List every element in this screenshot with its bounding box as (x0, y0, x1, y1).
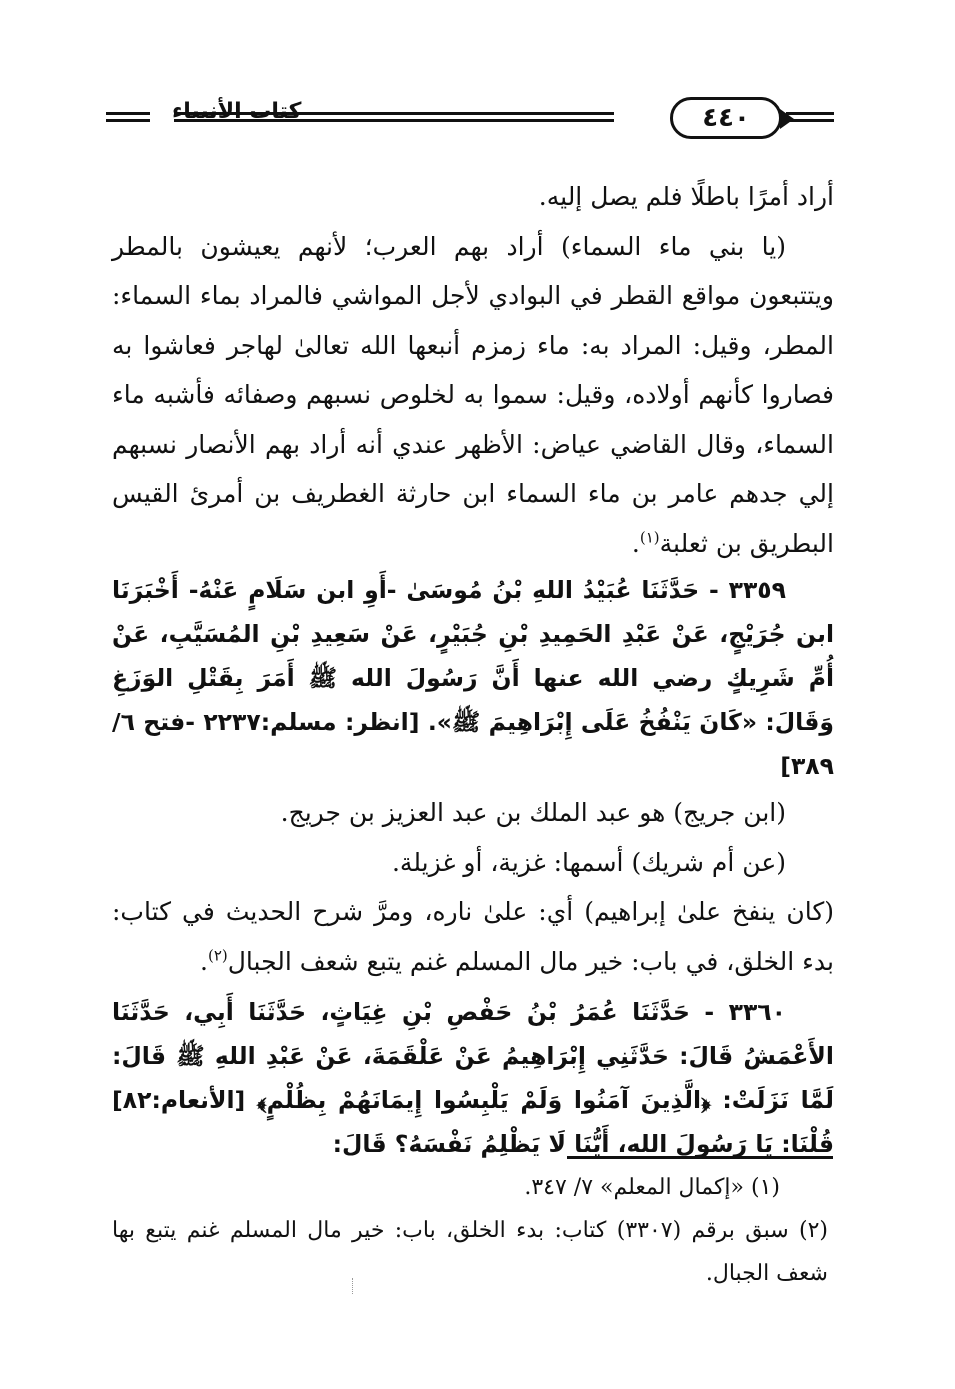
footnote-2: (٢) سبق برقم (٣٣٠٧) كتاب: بدء الخلق، باب: خير مال المسلم غنم يتبع بها شعف الجبال. (112, 1218, 828, 1286)
page-header (110, 95, 834, 151)
hadith-3360: ٣٣٦٠ - حَدَّثَنَا عُمَرُ بْنُ حَفْصِ بْنِ غِيَاثٍ، حَدَّثَنَا أَبِي، حَدَّثَنَا الأَعْمَشُ قَالَ: حَدَّثَنِي إِبْرَاهِيمُ عَنْ عَلْقَمَةَ، عَنْ عَبْدِ اللهِ ﷺ قَالَ: لَمَّا نَزَلَتْ: ﴿الَّذِينَ آمَنُوا وَلَمْ يَلْبِسُوا إِيمَانَهُمْ بِظُلْمٍ﴾ [الأنعام:٨٢] قُلْنَا: يَا رَسُولَ الله، أَيُّنَا لَا يَظْلِمُ نَفْسَهُ؟ قَالَ: (112, 998, 834, 1158)
note-ibn-juraij: (ابن جريج) هو عبد الملك بن عبد العزيز بن جريج. (280, 798, 786, 827)
footnotes (112, 1166, 828, 1295)
paragraph-kan-yanfukh: (كان ينفخ علىٰ إبراهيم) أي: علىٰ ناره، ومرَّ شرح الحديث في كتاب: بدء الخلق، في باب: خير مال المسلم غنم يتبع شعف الجبال$^{(٢)}$. (112, 897, 834, 976)
scan-mark (352, 1278, 354, 1294)
hadith-3359: ٣٣٥٩ - حَدَّثَنَا عُبَيْدُ اللهِ بْنُ مُوسَىٰ -أَوِ ابن سَلَامٍ عَنْهُ- أَخْبَرَنَا ابن جُرَيْجٍ، عَنْ عَبْدِ الحَمِيدِ بْنِ جُبَيْرٍ، عَنْ سَعِيدِ بْنِ المُسَيَّبِ، عَنْ أُمِّ شَرِيكٍ رضي الله عنها أَنَّ رَسُولَ الله ﷺ أَمَرَ بِقَتْلِ الوَزَغِ وَقَالَ: «كَانَ يَنْفُخُ عَلَى إِبْرَاهِيمَ ﷺ». [انظر: مسلم:٢٢٣٧ -فتح ٦/ ٣٨٩] (112, 576, 834, 780)
book-title: كتاب الأنبياء (172, 99, 302, 124)
footnote-ref-1: (١) (639, 528, 660, 547)
page-number: ٤٤٠ (670, 97, 782, 139)
note-umm-sharik: (عن أم شريك) أسمها: غزية، أو غزيلة. (391, 847, 786, 877)
paragraph-ma-al-sama: (يا بني ماء السماء) أراد بهم العرب؛ لأنهم يعيشون بالمطر ويتتبعون مواقع القطر في البوادي لأجل المواشي فالمراد بماء السماء: المطر، وقيل: المراد به: ماء زمزم أنبعها الله تعالىٰ لهاجر فعاشوا به فصاروا كأنهم أولاده، وقيل: سموا به لخلوص نسبهم وصفائه فأشبه ماء السماء، وقال القاضي عياض: الأظهر عندي أنه أراد بهم الأنصار نسبهم إلي جدهم عامر بن ماء السماء ابن حارثة الغطريف بن أمرئ القيس البطريق بن ثعلبة$^{(١)}$. (112, 231, 834, 558)
paragraph-text: (كان ينفخ علىٰ إبراهيم) أي: علىٰ ناره، ومرَّ شرح الحديث في كتاب: بدء الخلق، في باب: خير مال المسلم غنم يتبع شعف الجبال (112, 897, 834, 976)
page-number-arrow (780, 109, 794, 129)
paragraph-intro: أراد أمرًا باطلًا فلم يصل إليه. (538, 182, 834, 211)
paragraph-text: (يا بني ماء السماء) أراد بهم العرب؛ لأنهم يعيشون بالمطر ويتتبعون مواقع القطر في البوادي لأجل المواشي فالمراد بماء السماء: المطر، وقيل: المراد به: ماء زمزم أنبعها الله تعالىٰ لهاجر فعاشوا به فصاروا كأنهم أولاده، وقيل: سموا به لخلوص نسبهم وصفائه فأشبه ماء السماء، وقال القاضي عياض: الأظهر عندي أنه أراد بهم الأنصار نسبهم إلي جدهم عامر بن ماء السماء ابن حارثة الغطريف بن أمرئ القيس البطريق بن ثعلبة (112, 231, 834, 558)
footnote-separator (567, 1156, 833, 1159)
page-body (112, 172, 834, 1166)
footnote-ref-2: (٢) (207, 946, 228, 965)
header-rule-left (106, 112, 150, 122)
footnote-1: (١) «إكمال المعلم» ٧/ ٣٤٧. (524, 1175, 780, 1200)
